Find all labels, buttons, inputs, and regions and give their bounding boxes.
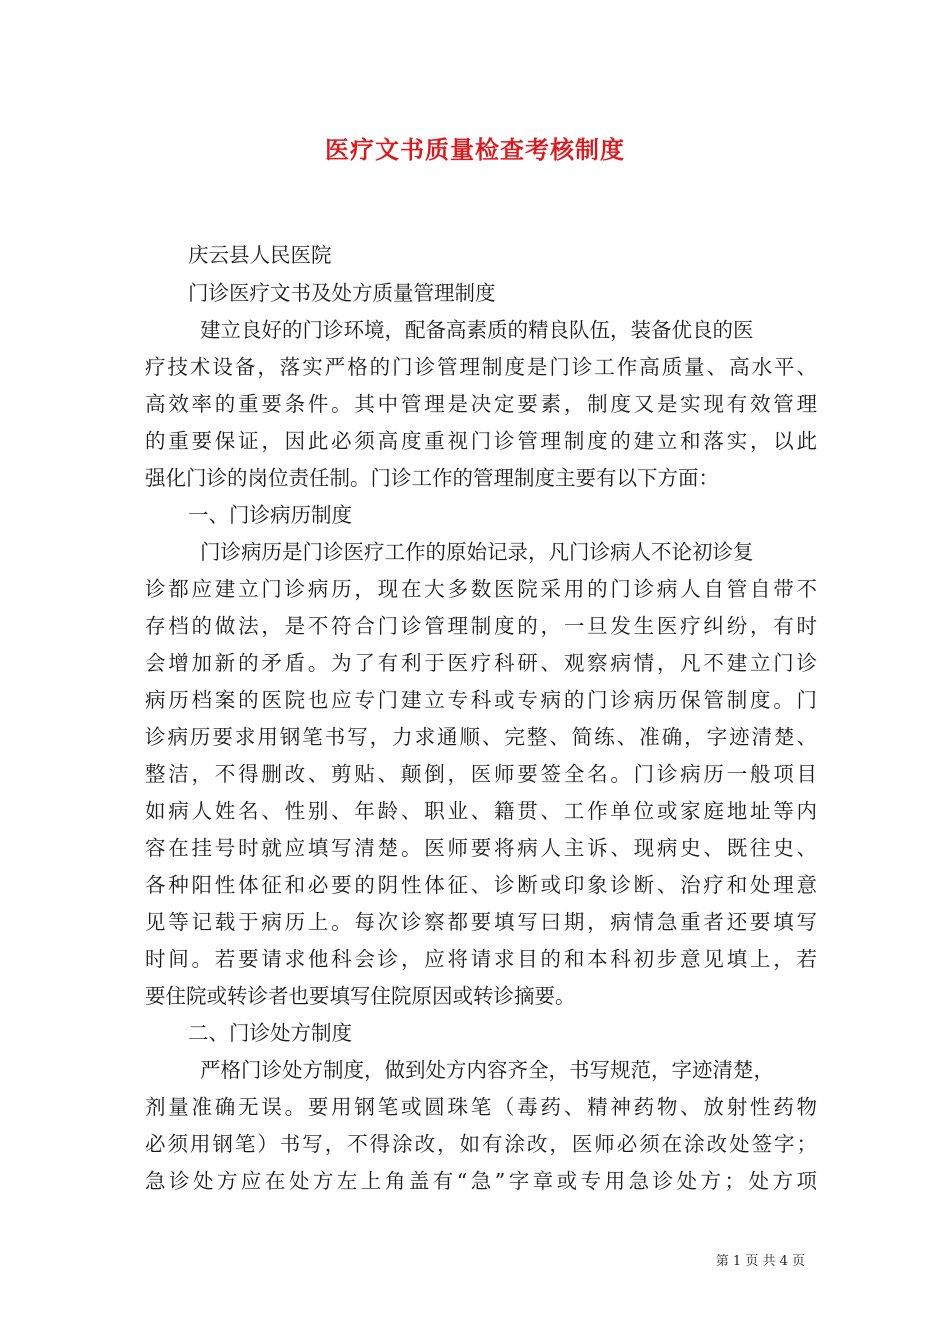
section1-line: 诊病历要求用钢笔书写，力求通顺、完整、简练、准确，字迹清楚、 (145, 725, 817, 749)
section1-line: 时间。若要请求他科会诊，应将请求目的和本科初步意见填上，若 (145, 947, 817, 971)
section1-line: 会增加新的矛盾。为了有利于医疗科研、观察病情，凡不建立门诊 (145, 651, 817, 675)
document-title: 医疗文书质量检查考核制度 (325, 135, 625, 164)
section1-line: 门诊病历是门诊医疗工作的原始记录，凡门诊病人不论初诊复 (200, 540, 754, 564)
section2-line: 急诊处方应在处方左上角盖有“急”字章或专用急诊处方；处方项 (145, 1169, 817, 1193)
intro-line: 的重要保证，因此必须高度重视门诊管理制度的建立和落实，以此 (145, 429, 817, 453)
section1-line: 各种阳性体征和必要的阴性体征、诊断或印象诊断、治疗和处理意 (145, 873, 817, 897)
intro-line: 建立良好的门诊环境，配备高素质的精良队伍，装备优良的医 (200, 318, 754, 342)
intro-line: 强化门诊的岗位责任制。门诊工作的管理制度主要有以下方面： (145, 466, 719, 490)
intro-line: 高效率的重要条件。其中管理是决定要素，制度又是实现有效管理 (145, 392, 817, 416)
hospital-name: 庆云县人民医院 (188, 243, 332, 267)
section1-line: 如病人姓名、性别、年龄、职业、籍贯、工作单位或家庭地址等内 (145, 799, 817, 823)
section2-line: 剂量准确无误。要用钢笔或圆珠笔（毒药、精神药物、放射性药物 (145, 1095, 817, 1119)
section1-line: 诊都应建立门诊病历，现在大多数医院采用的门诊病人自管自带不 (145, 577, 817, 601)
section1-line: 要住院或转诊者也要填写住院原因或转诊摘要。 (145, 984, 576, 1008)
section1-line: 整洁，不得删改、剪贴、颠倒，医师要签全名。门诊病历一般项目 (145, 762, 817, 786)
section-heading: 二、门诊处方制度 (188, 1021, 352, 1045)
intro-line: 疗技术设备，落实严格的门诊管理制度是门诊工作高质量、高水平、 (145, 355, 817, 379)
section1-line: 存档的做法，是不符合门诊管理制度的，一旦发生医疗纠纷，有时 (145, 614, 817, 638)
section2-line: 严格门诊处方制度，做到处方内容齐全，书写规范，字迹清楚， (200, 1058, 774, 1082)
section2-line: 必须用钢笔）书写，不得涂改，如有涂改，医师必须在涂改处签字； (145, 1132, 817, 1156)
section1-line: 容在挂号时就应填写清楚。医师要将病人主诉、现病史、既往史、 (145, 836, 817, 860)
section1-line: 病历档案的医院也应专门建立专科或专病的门诊病历保管制度。门 (145, 688, 817, 712)
document-subtitle: 门诊医疗文书及处方质量管理制度 (188, 281, 496, 305)
page-number: 第 1 页 共 4 页 (715, 1254, 805, 1269)
section1-line: 见等记载于病历上。每次诊察都要填写曰期，病情急重者还要填写 (145, 910, 817, 934)
section-heading: 一、门诊病历制度 (188, 503, 352, 527)
